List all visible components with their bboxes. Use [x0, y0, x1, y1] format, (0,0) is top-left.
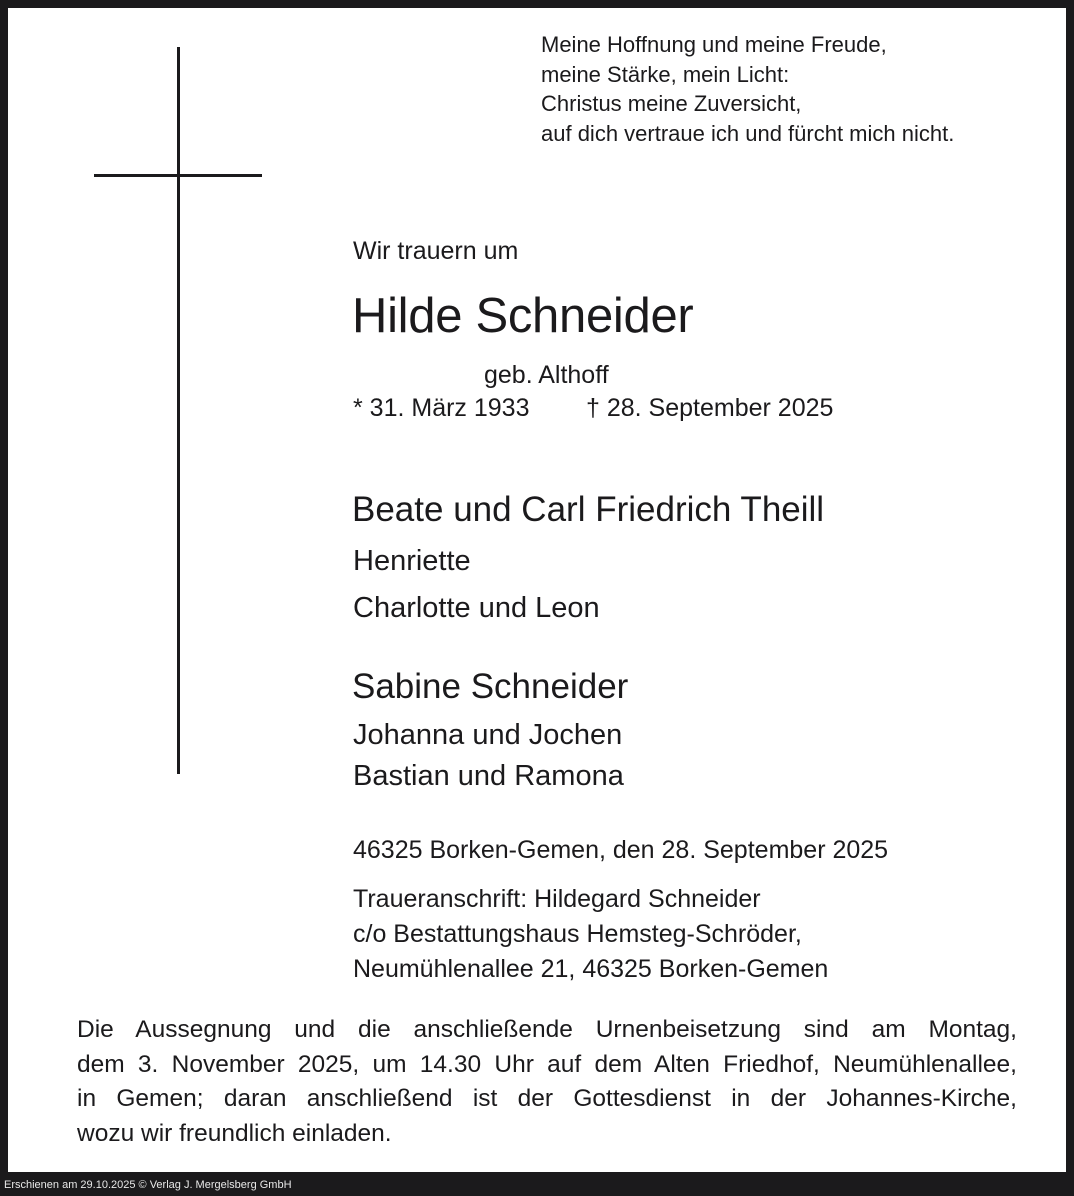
- bible-verse: [541, 30, 954, 148]
- mourning-address: [353, 882, 828, 987]
- birth-date: * 31. März 1933: [353, 394, 530, 422]
- notice-line: dem 3. November 2025, um 14.30 Uhr auf dem Alten Friedhof, Neumühlenallee,: [77, 1050, 1017, 1078]
- funeral-notice: [77, 1013, 1017, 1151]
- mourning-intro: Wir trauern um: [353, 237, 519, 265]
- deceased-name: Hilde Schneider: [352, 289, 694, 343]
- address-line: Traueranschrift: Hildegard Schneider: [353, 885, 761, 913]
- death-date: † 28. September 2025: [586, 394, 834, 422]
- mourner-member: Bastian und Ramona: [353, 760, 624, 792]
- verse-line: meine Stärke, mein Licht:: [541, 61, 790, 87]
- verse-line: Meine Hoffnung und meine Freude,: [541, 32, 887, 57]
- mourner-member: Henriette: [353, 545, 471, 577]
- place-and-date: 46325 Borken-Gemen, den 28. September 2025: [353, 836, 889, 864]
- address-line: c/o Bestattungshaus Hemsteg-Schröder,: [353, 920, 802, 948]
- publication-footer: Erschienen am 29.10.2025 © Verlag J. Mergelsberg GmbH: [4, 1179, 292, 1191]
- verse-line: auf dich vertraue ich und fürcht mich nicht.: [541, 120, 955, 146]
- notice-line: Die Aussegnung und die anschließende Urnenbeisetzung sind am Montag,: [77, 1016, 1017, 1043]
- notice-line: wozu wir freundlich einladen.: [77, 1119, 392, 1147]
- mourner-member: Charlotte und Leon: [353, 592, 600, 624]
- maiden-name: geb. Althoff: [484, 361, 609, 389]
- notice-line: in Gemen; daran anschließend ist der Gottesdienst in der Johannes-Kirche,: [77, 1085, 1017, 1112]
- mourner-member: Johanna und Jochen: [353, 719, 623, 751]
- mourner-family: Beate und Carl Friedrich Theill: [352, 490, 825, 529]
- obituary-notice: [8, 8, 1066, 1172]
- cross-horizontal-bar: [94, 174, 262, 177]
- mourner-family: Sabine Schneider: [352, 667, 629, 706]
- address-line: Neumühlenallee 21, 46325 Borken-Gemen: [353, 955, 829, 983]
- cross-vertical-bar: [177, 47, 180, 774]
- verse-line: Christus meine Zuversicht,: [541, 91, 802, 116]
